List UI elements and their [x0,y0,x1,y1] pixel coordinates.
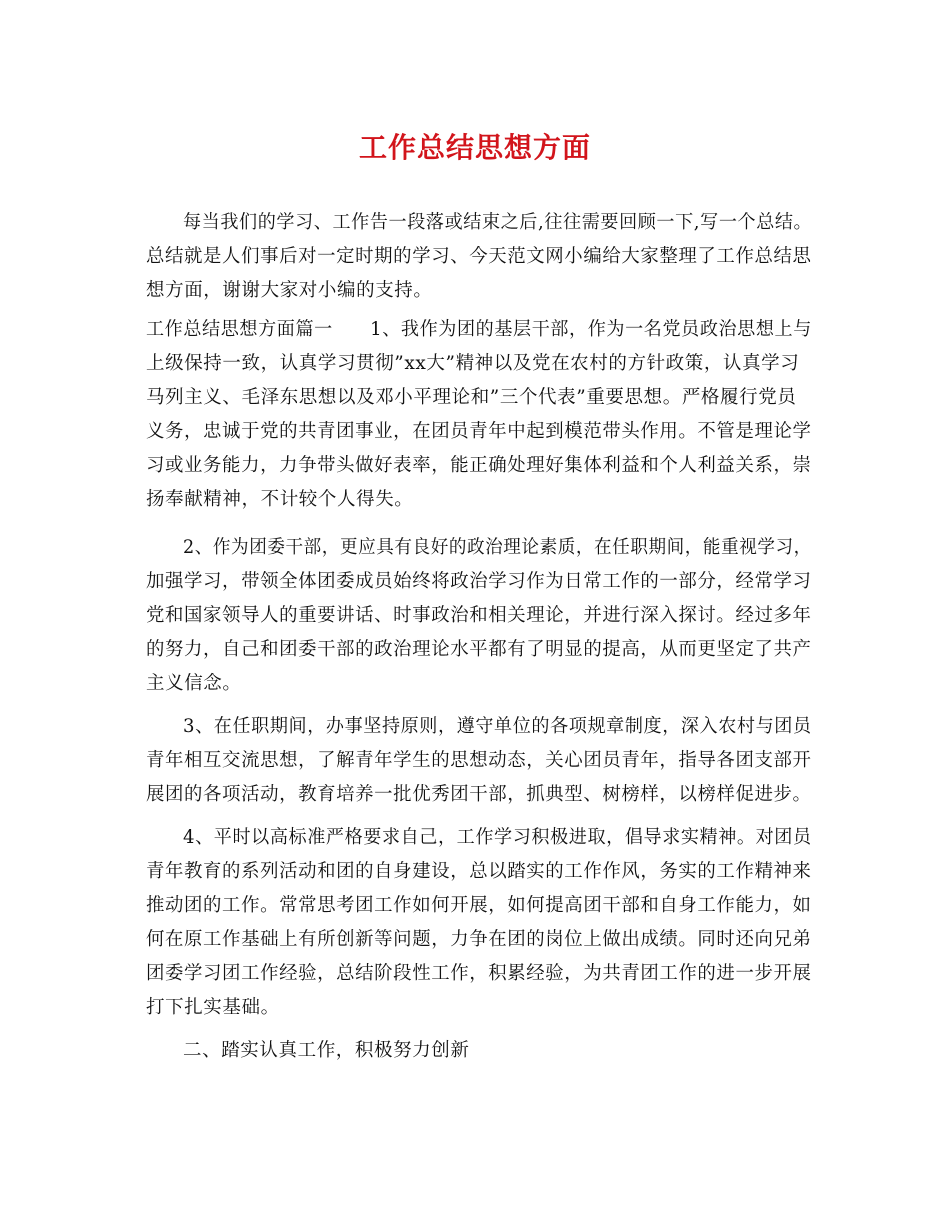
text-line: 团委学习团工作经验，总结阶段性工作，积累经验，为共青团工作的进一步开展 [146,963,812,984]
text-line: 青年教育的系列活动和团的自身建设，总以踏实的工作作风，务实的工作精神来 [146,861,812,882]
text-line: 每当我们的学习、工作告一段落或结束之后,往往需要回顾一下,写一个总结。 [183,212,813,233]
text-line: 的努力，自己和团委干部的政治理论水平都有了明显的提高，从而更坚定了共产 [146,639,812,660]
text-line: 扬奉献精神，不计较个人得失。 [146,489,414,510]
text-line: 3、在任职期间，办事坚持原则，遵守单位的各项规章制度，深入农村与团员 [183,716,812,737]
document-title: 工作总结思想方面 [358,131,591,164]
text-line: 二、踏实认真工作，积极努力创新 [183,1040,470,1061]
text-line: 党和国家领导人的重要讲话、时事政治和相关理论，并进行深入探讨。经过多年 [146,605,812,626]
text-line: 展团的各项活动，教育培养一批优秀团干部，抓典型、树榜样，以榜样促进步。 [146,784,812,805]
text-line: 义务，忠诚于党的共青团事业，在团员青年中起到模范带头作用。不管是理论学 [146,421,812,442]
text-line: 何在原工作基础上有所创新等问题，力争在团的岗位上做出成绩。同时还向兄弟 [146,929,812,950]
text-line: 推动团的工作。常常思考团工作如何开展，如何提高团干部和自身工作能力，如 [146,895,812,916]
text-line: 2、作为团委干部，更应具有良好的政治理论素质，在任职期间，能重视学习， [183,537,812,558]
text-line: 马列主义、毛泽东思想以及邓小平理论和”三个代表”重要思想。严格履行党员 [146,387,797,408]
text-line: 工作总结思想方面篇一 1、我作为团的基层干部，作为一名党员政治思想上与 [146,319,812,340]
text-line: 上级保持一致，认真学习贯彻”xx大”精神以及党在农村的方针政策，认真学习 [146,353,800,374]
text-line: 打下扎实基础。 [146,997,280,1018]
text-line: 加强学习，带领全体团委成员始终将政治学习作为日常工作的一部分，经常学习 [146,571,812,592]
text-line: 总结就是人们事后对一定时期的学习、今天范文网小编给大家整理了工作总结思 [146,246,812,267]
text-line: 想方面，谢谢大家对小编的支持。 [146,280,433,301]
text-line: 主义信念。 [146,673,242,694]
text-line: 青年相互交流思想，了解青年学生的思想动态，关心团员青年，指导各团支部开 [146,750,812,771]
text-line: 习或业务能力，力争带头做好表率，能正确处理好集体利益和个人利益关系，崇 [146,455,812,476]
text-line: 4、平时以高标准严格要求自己，工作学习积极进取，倡导求实精神。对团员 [183,827,812,848]
